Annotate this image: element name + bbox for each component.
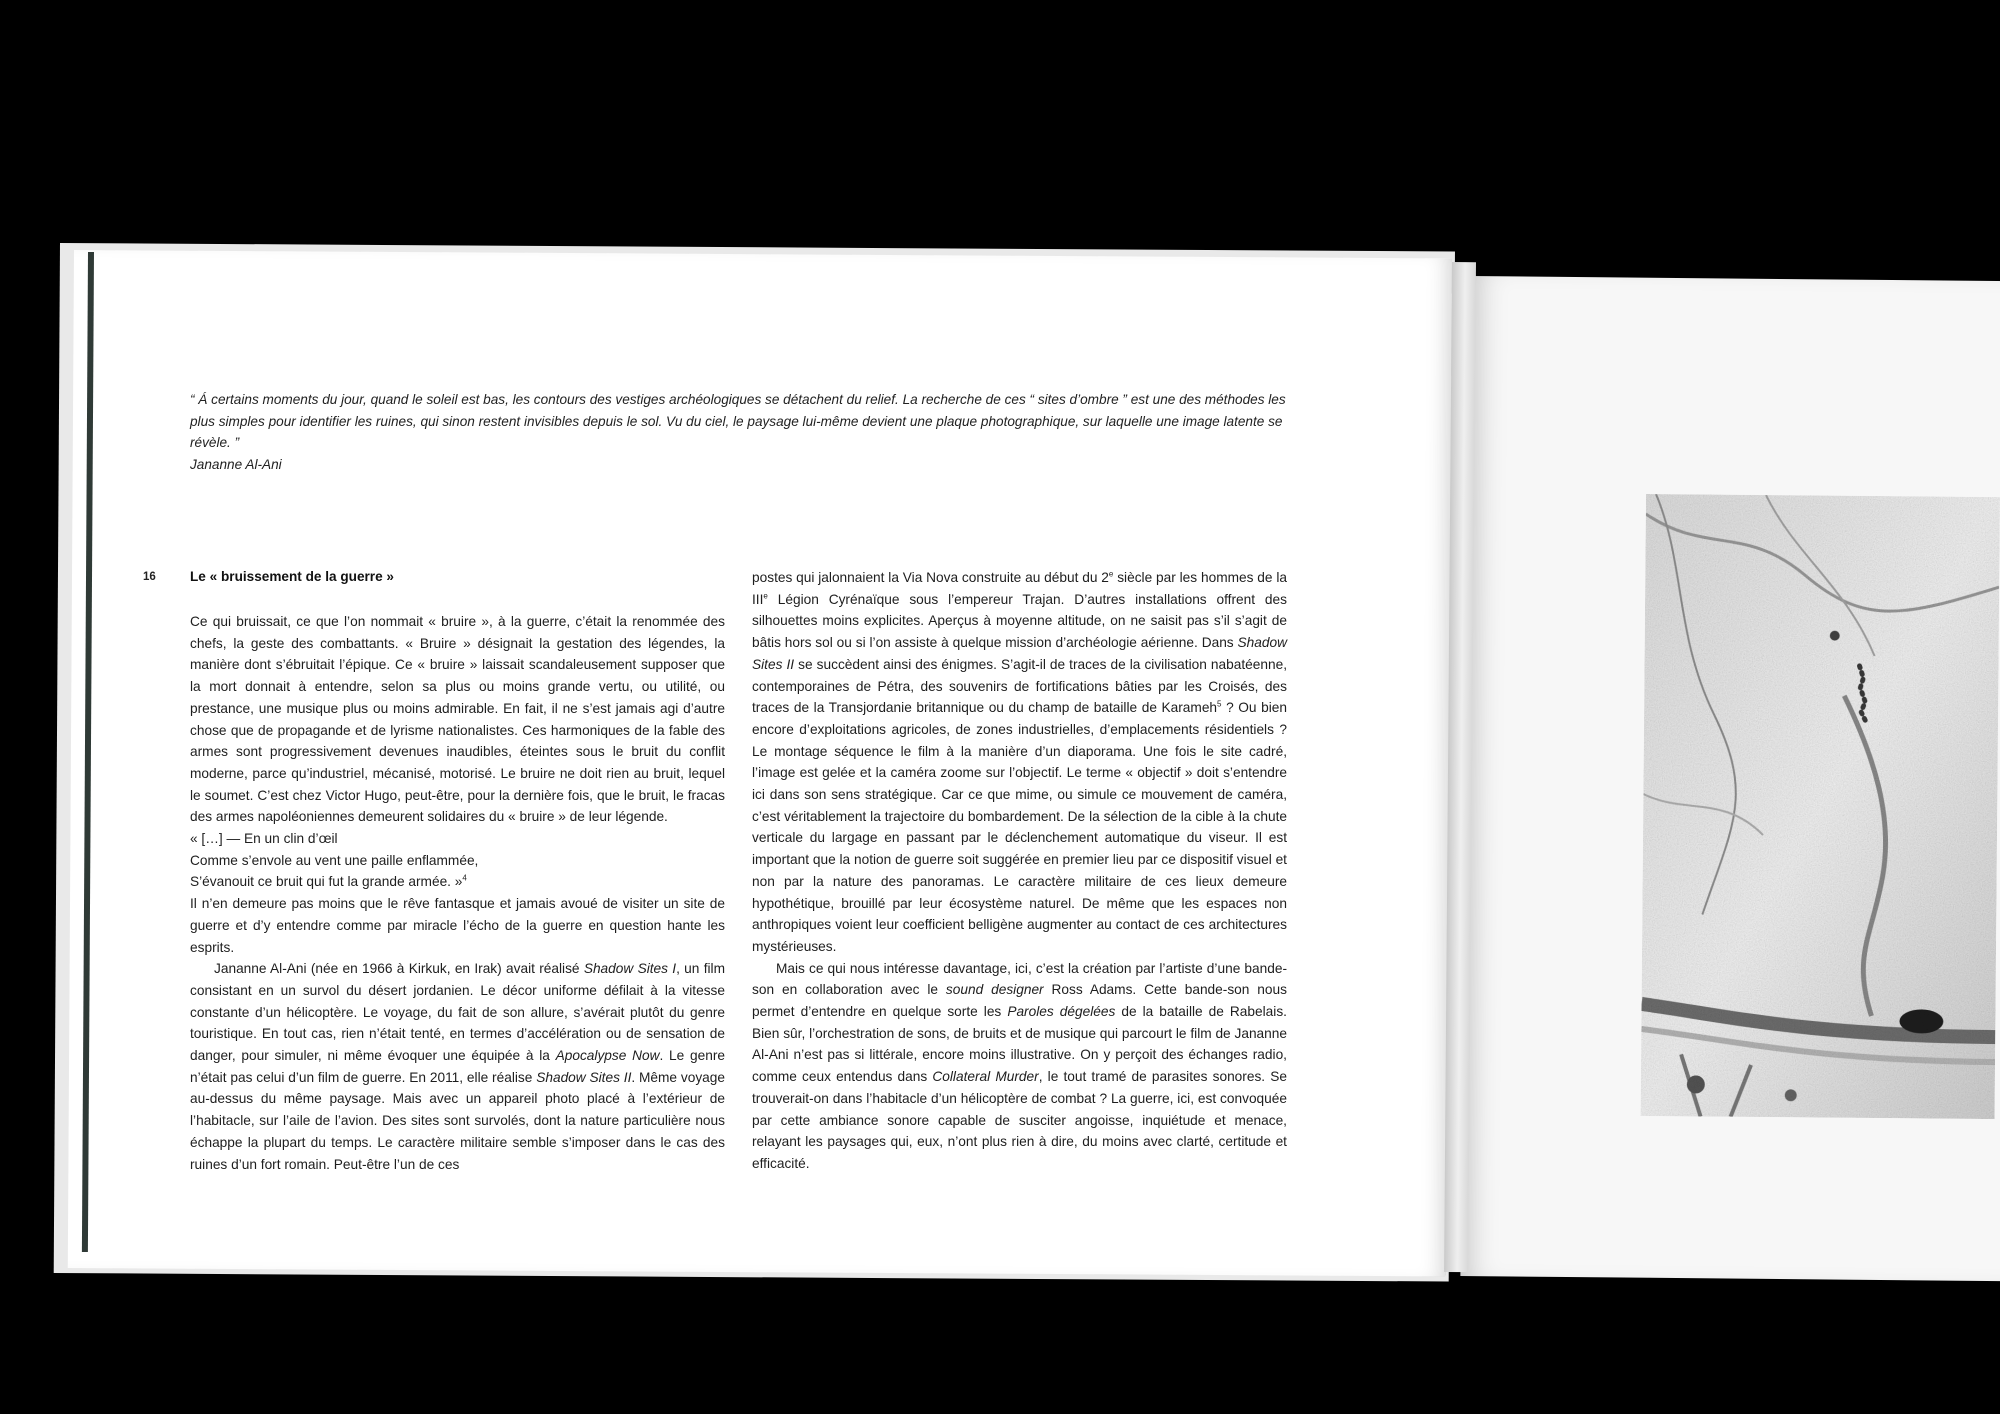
text-run: . Le genre n’était pas celui d’un film de guerre. En 2011, elle réalise xyxy=(190,1048,725,1085)
text-run: de la bataille de Rabelais. Bien sûr, l’orchestration de sons, de bruits et de musique qui parcourt le film de Jananne Al-Ani n’est pas si littérale, encore moins illustrative. On y perçoit des échanges radio, comme ceux entendus dans xyxy=(752,1004,1287,1085)
text-run: Légion Cyrénaïque sous l’empereur Trajan. D’autres installations offrent des silhouettes moins explicites. Aperçus à moyenne altitude, on ne saisit pas s’il s’agit de bâtis hors sol ou si l’on assiste à quelque mission d’archéologie aérienne. Dans xyxy=(752,591,1287,651)
epigraph-quote: “ Á certains moments du jour, quand le soleil est bas, les contours des vestiges archéologiques se détachent du relief. La recherche de ces “ sites d’ombre ” est une des méthodes les plus simples pour identifier les ruines, qui sinon restent invisibles depuis le sol. Vu du ciel, le paysage lui-même devient une plaque photographique, sur laquelle une image latente se révèle. ” xyxy=(190,392,1286,450)
paragraph xyxy=(190,958,725,1175)
text-run: se succèdent ainsi des énigmes. S’agit-il de traces de la civilisation nabatéenne, contemporaines de Pétra, des souvenirs de fortifications bâties par les Croisés, des traces de la Transjordanie britannique ou du champ de bataille de Karameh xyxy=(752,656,1287,716)
text-run: . Même voyage au-dessus du même paysage. Mais avec un appareil photo placé à l’extérieur de l’habitacle, sur l’aile de l’avion. Des sites sont survolés, dont la nature particulière nous échappe la plupart du temps. Le caractère militaire semble s’imposer dans le cas des ruines d’un fort romain. Peut-être l’un de ces xyxy=(190,1069,725,1172)
text-column-left xyxy=(190,611,725,1175)
verse-line: Comme s’envole au vent une paille enflammée, xyxy=(190,852,479,868)
verse-line: « […] — En un clin d’œil xyxy=(190,831,338,847)
text-run: Ross Adams. Cette bande-son nous permet d’entendre en quelque sorte les xyxy=(752,982,1287,1020)
text-run: Mais ce qui nous intéresse davantage, ici, c’est la création par l’artiste d’une bande-son en collaboration avec le xyxy=(752,960,1287,998)
text-run: Jananne Al-Ani (née en 1966 à Kirkuk, en Irak) avait réalisé xyxy=(214,961,584,977)
text-column-right xyxy=(752,567,1287,1175)
section-heading: Le « bruissement de la guerre » xyxy=(190,569,394,584)
verse-line xyxy=(190,871,725,893)
text-run: , un film consistant en un survol du désert jordanien. Le décor uniforme défilait à la vitesse constante d’un hélicoptère. Le voyage, du fait de son allure, s’avérait plutôt du genre touristique. En tout cas, rien n’était tenté, en termes d’accélération ou de sensation de danger, pour simuler, ni même évoquer une équipée à la xyxy=(190,961,725,1064)
epigraph-author: Jananne Al-Ani xyxy=(190,456,282,472)
paragraph xyxy=(752,958,1287,1175)
title-italic: Shadow Sites II xyxy=(752,635,1287,672)
text-run: , le tout tramé de parasites sonores. Se trouverait-on dans l’habitacle d’un hélicoptère de combat ? La guerre, ici, est convoquée par cette ambiance sonore capable de susciter angoisse, inquiétude et menace, relayant les paysages qui, eux, n’ont plus rien à dire, du moins avec clarté, certitude et efficacité. xyxy=(752,1069,1287,1171)
title-italic: Apocalypse Now xyxy=(555,1048,660,1064)
aerial-photograph xyxy=(1641,494,2000,1119)
term-italic: sound designer xyxy=(945,982,1044,998)
paragraph xyxy=(752,567,1287,958)
title-italic: Shadow Sites I xyxy=(583,961,677,977)
title-italic: Shadow Sites II xyxy=(536,1069,632,1085)
paragraph: Il n’en demeure pas moins que le rêve fantasque et jamais avoué de visiter un site de guerre et d’y entendre comme par miracle l’écho de la guerre en question hante les esprits. xyxy=(190,896,725,955)
verse-text: S’évanouit ce bruit qui fut la grande armée. » xyxy=(190,874,463,890)
title-italic: Paroles dégelées xyxy=(1007,1004,1116,1020)
text-run: ? Ou bien encore d’exploitations agricoles, de zones industrielles, d’emplacements résidentiels ? Le montage séquence le film à la manière d’un diaporama. Une fois le site cadré, l’image est gelée et la caméra zoome sur l’objectif. Le terme « objectif » doit s’entendre ici dans son sens stratégique. Car ce que mime, ou simule ce mouvement de caméra, c’est véritablement la trajectoire du bombardement. De la sélection de la cible à la chute verticale du largage en passant par le déclenchement automatique du viseur. Il est important que la notion de guerre soit suggérée en premier lieu par ce dispositif visuel et non par la nature des panoramas. Le caractère militaire de ces lieux demeure hypothétique, brouillé par leur écosystème naturel. De même que les espaces non anthropiques voient leur coefficient belligène augmenter au contact de ces architectures mystérieuses. xyxy=(752,700,1287,954)
aerial-landscape-image xyxy=(1641,494,2000,1119)
superscript: e xyxy=(763,591,768,601)
epigraph xyxy=(190,389,1300,475)
text-run: postes qui jalonnaient la Via Nova construite au début du 2 xyxy=(752,570,1109,585)
footnote-marker: 4 xyxy=(462,873,467,883)
footnote-marker: 5 xyxy=(1217,699,1222,709)
text-run: siècle par les hommes de la III xyxy=(752,570,1287,607)
page-number: 16 xyxy=(143,571,156,583)
superscript: e xyxy=(1108,569,1114,579)
title-italic: Collateral Murder xyxy=(932,1069,1039,1085)
paragraph: Ce qui bruissait, ce que l’on nommait « bruire », à la guerre, c’était la renommée des chefs, la geste des combattants. « Bruire » désignait la gestation des légendes, la manière dont s’ébruitait l’épique. Ce « bruire » laissait scandaleusement supposer que la mort donnait à entendre, selon sa plus ou moins grande vertu, ou utilité, ou prestance, une musique plus ou moins admirable. En fait, il ne s’est jamais agi d’autre chose que de propagande et de lyrisme nationalistes. Ces harmoniques de la fable des armes sont progressivement devenues inaudibles, éteintes sous le bruit du conflit moderne, parce qu’industriel, mécanisé, motorisé. Le bruire ne doit rien au bruit, lequel le soumet. C’est chez Victor Hugo, peut-être, pour la dernière fois, que le bruit, le fracas des armes napoléoniennes demeurent solidaires du « bruire » de leur légende. xyxy=(190,614,725,825)
